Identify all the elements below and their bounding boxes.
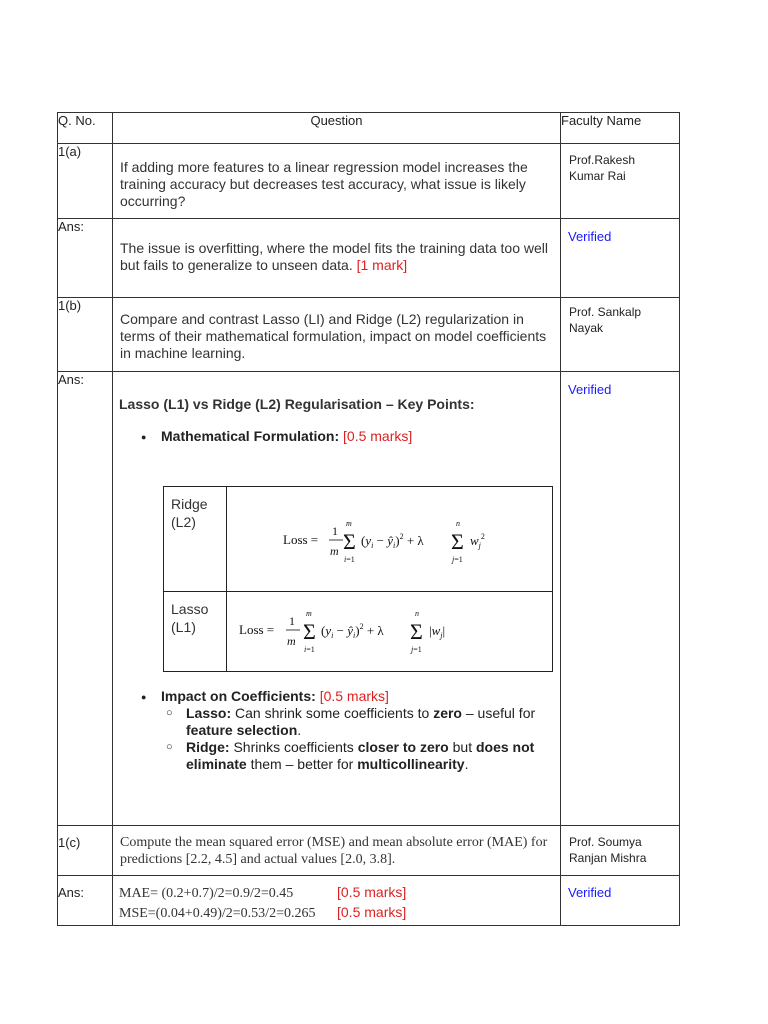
formula-label xyxy=(164,487,227,592)
question-row-1a xyxy=(58,144,680,219)
lasso-formula-image xyxy=(227,592,547,668)
svg-text:Σ: Σ xyxy=(303,619,316,644)
sub-bullet-label: Ridge: xyxy=(186,739,230,755)
faculty-name-line1: Prof. Sankalp xyxy=(569,305,642,319)
punctuation: . xyxy=(464,756,469,772)
question-row-1b xyxy=(58,298,680,372)
answer-heading: Lasso (L1) vs Ridge (L2) Regularisation – Key Points: xyxy=(119,396,475,412)
emphasis: zero xyxy=(433,705,462,721)
svg-text:|wj|: $|w_j|$ xyxy=(429,623,446,640)
svg-text:Σ: Σ xyxy=(410,619,423,644)
sub-bullet-list xyxy=(161,705,560,773)
formula-row-ridge xyxy=(164,487,553,592)
sub-bullet-label: Lasso: xyxy=(186,705,232,721)
question-row-1c xyxy=(58,826,680,876)
sub-bullet-text: Shrinks coefficients xyxy=(233,739,354,755)
mae-value: MAE= (0.2+0.7)/2=0.9/2=0.45 xyxy=(119,886,294,901)
sub-bullet-lasso xyxy=(186,705,560,739)
svg-text:Loss =: Loss = xyxy=(283,532,319,547)
question-cell xyxy=(113,144,561,219)
status-cell xyxy=(561,219,680,298)
lasso-label-sub: (L1) xyxy=(171,619,196,635)
sub-bullet-text: them – better for xyxy=(250,756,354,772)
bullet-list-1 xyxy=(113,428,560,445)
mse-value: MSE=(0.04+0.49)/2=0.53/2=0.265 xyxy=(119,906,316,921)
mae-line xyxy=(119,883,560,903)
marks-label: [0.5 marks] xyxy=(319,688,389,704)
svg-text:wj2: $w_j^2$ xyxy=(470,532,485,550)
ridge-formula-image xyxy=(227,487,547,587)
faculty-cell xyxy=(561,144,680,219)
header-qno: Q. No. xyxy=(58,113,113,144)
svg-text:j=1: j=1 xyxy=(452,555,463,564)
ridge-label-sub: (L2) xyxy=(171,514,196,530)
svg-text:Σ: Σ xyxy=(451,529,464,554)
answer-row-1c xyxy=(58,876,680,926)
svg-text:1: 1 xyxy=(332,524,338,538)
faculty-cell xyxy=(561,826,680,876)
question-text: Compute the mean squared error (MSE) and mean absolute error (MAE) for predictions [2.2, 4.5] and actual values [2.0, 3.8]. xyxy=(120,835,548,867)
question-number: 1(c) xyxy=(58,826,113,876)
status-cell xyxy=(561,876,680,926)
marks-label: [0.5 marks] xyxy=(343,428,413,444)
answer-cell xyxy=(113,219,561,298)
lasso-label: Lasso xyxy=(171,601,209,617)
answer-body: The issue is overfitting, where the model fits the training data too well but fails to generalize to unseen data. xyxy=(120,240,548,273)
formula-label xyxy=(164,592,227,672)
answer-row-1a xyxy=(58,219,680,298)
answer-key-table xyxy=(57,112,680,926)
ridge-label: Ridge xyxy=(171,496,208,512)
question-cell xyxy=(113,298,561,372)
verified-status: Verified xyxy=(568,885,612,900)
bullet-label: Mathematical Formulation: xyxy=(161,428,340,444)
svg-text:i=1: i=1 xyxy=(344,555,355,564)
svg-text:m: m xyxy=(306,609,312,618)
answer-label: Ans: xyxy=(58,372,113,826)
svg-text:n: n xyxy=(415,609,419,618)
svg-text:(yi − ŷi)2 + λ: ($y_i$ − $ŷ_i)^2 + \lambda$ xyxy=(361,532,424,550)
header-faculty: Faculty Name xyxy=(561,113,680,144)
sub-bullet-text: but xyxy=(452,739,473,755)
question-text: Compare and contrast Lasso (LI) and Ridge (L2) regularization in terms of their mathematical formulation, impact on model coefficients in machine learning. xyxy=(120,311,547,361)
marks-label: [1 mark] xyxy=(356,257,408,273)
sub-bullet-ridge xyxy=(186,739,560,773)
bullet-item xyxy=(161,688,560,773)
formula-row-lasso xyxy=(164,592,553,672)
marks-label: [0.5 marks] xyxy=(337,884,407,900)
answer-row-1b xyxy=(58,372,680,826)
question-number: 1(a) xyxy=(58,144,113,219)
svg-text:m: m xyxy=(330,544,339,558)
faculty-name-line2: Kumar Rai xyxy=(569,169,626,183)
svg-text:Loss =: Loss = xyxy=(239,622,275,637)
svg-text:m: m xyxy=(287,634,296,648)
mse-line xyxy=(119,903,560,923)
answer-cell xyxy=(113,876,561,926)
emphasis: does not eliminate xyxy=(186,739,535,772)
answer-cell xyxy=(113,372,561,826)
question-cell xyxy=(113,826,561,876)
punctuation: . xyxy=(297,722,302,738)
marks-label: [0.5 marks] xyxy=(337,904,407,920)
answer-text xyxy=(113,219,560,274)
bullet-list-2 xyxy=(113,688,560,773)
ridge-formula xyxy=(227,487,553,592)
answer-text xyxy=(113,876,560,923)
answer-label: Ans: xyxy=(58,219,113,298)
svg-text:n: n xyxy=(456,519,460,528)
question-text: If adding more features to a linear regression model increases the training accuracy but decreases test accuracy, what issue is likely occurring? xyxy=(120,159,528,209)
faculty-cell xyxy=(561,298,680,372)
question-number: 1(b) xyxy=(58,298,113,372)
faculty-name-line2: Nayak xyxy=(569,321,604,335)
bullet-item xyxy=(161,428,560,445)
header-question: Question xyxy=(113,113,561,144)
svg-text:m: m xyxy=(346,519,352,528)
svg-text:Σ: Σ xyxy=(343,529,356,554)
svg-text:1: 1 xyxy=(289,614,295,628)
answer-label: Ans: xyxy=(58,876,113,926)
faculty-name-line2: Ranjan Mishra xyxy=(569,851,647,865)
sub-bullet-text: – useful for xyxy=(465,705,536,721)
emphasis: closer to zero xyxy=(357,739,449,755)
lasso-formula xyxy=(227,592,553,672)
svg-text:j=1: j=1 xyxy=(411,645,422,654)
formula-table xyxy=(163,486,553,672)
sub-bullet-text: Can shrink some coefficients to xyxy=(235,705,430,721)
bullet-label: Impact on Coefficients: xyxy=(161,688,316,704)
emphasis: feature selection xyxy=(186,722,298,738)
verified-status: Verified xyxy=(568,382,612,397)
verified-status: Verified xyxy=(568,229,612,244)
emphasis: multicollinearity xyxy=(357,756,465,772)
faculty-name-line1: Prof.Rakesh xyxy=(569,153,636,167)
status-cell xyxy=(561,372,680,826)
faculty-name-line1: Prof. Soumya xyxy=(569,835,642,849)
header-row xyxy=(58,113,680,144)
svg-text:i=1: i=1 xyxy=(304,645,315,654)
svg-text:(yi − ŷi)2 + λ: ($y_i$ − $ŷ_i)^2 + \lambda$ xyxy=(321,622,384,640)
